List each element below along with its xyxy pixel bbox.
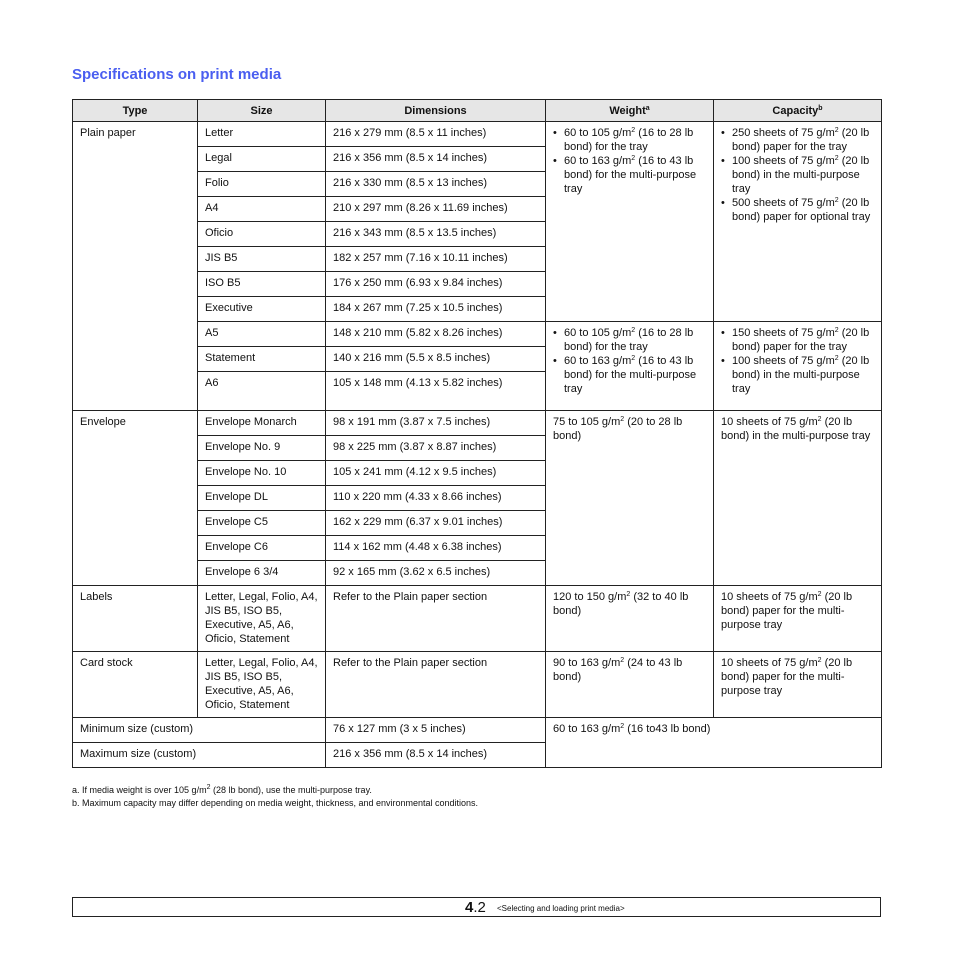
table-row: [73, 122, 882, 147]
list-item: • 60 to 163 $g/m^2$ (16 to 43 lb bond) for the multi-purpose tray: [553, 154, 706, 196]
size-cell: A5: [198, 322, 326, 347]
capacity-cell-cardstock: 10 sheets of 75 $g/m^2$ (20 lb bond) paper for the multi-purpose tray: [714, 652, 882, 718]
type-cell-cardstock: Card stock: [73, 652, 198, 718]
weight-list: [553, 126, 706, 196]
dimensions-cell: 216 x 330 mm (8.5 x 13 inches): [326, 172, 546, 197]
footnote-b: b. Maximum capacity may differ depending on media weight, thickness, and environmental conditions.: [72, 798, 479, 808]
size-cell: Folio: [198, 172, 326, 197]
weight-list: [553, 326, 706, 396]
dimensions-cell: 92 x 165 mm (3.62 x 6.5 inches): [326, 561, 546, 586]
capacity-list: [721, 126, 874, 224]
size-cell: Letter, Legal, Folio, A4, JIS B5, ISO B5, Executive, A5, A6, Oficio, Statement: [198, 652, 326, 718]
dimensions-cell: 105 x 241 mm (4.12 x 9.5 inches): [326, 461, 546, 486]
capacity-list: [721, 326, 874, 396]
dimensions-cell: 105 x 148 mm (4.13 x 5.82 inches): [326, 372, 546, 411]
dimensions-cell: Refer to the Plain paper section: [326, 586, 546, 652]
dimensions-cell: 176 x 250 mm (6.93 x 9.84 inches): [326, 272, 546, 297]
dimensions-cell: 110 x 220 mm (4.33 x 8.66 inches): [326, 486, 546, 511]
dimensions-cell: 114 x 162 mm (4.48 x 6.38 inches): [326, 536, 546, 561]
page-suffix: .2: [473, 899, 486, 916]
dimensions-cell: 184 x 267 mm (7.25 x 10.5 inches): [326, 297, 546, 322]
chapter-number: 4: [465, 899, 474, 916]
size-cell: Envelope No. 9: [198, 436, 326, 461]
list-item: • 100 sheets of 75 $g/m^2$ (20 lb bond) in the multi-purpose tray: [721, 154, 874, 196]
dimensions-cell: 162 x 229 mm (6.37 x 9.01 inches): [326, 511, 546, 536]
type-cell-envelope: Envelope: [73, 411, 198, 586]
custom-weight-cell: 60 to 163 $g/m^2$ (16 to43 lb bond): [546, 718, 882, 768]
list-item: • 60 to 163 $g/m^2$ (16 to 43 lb bond) for the multi-purpose tray: [553, 354, 706, 396]
size-cell: Legal: [198, 147, 326, 172]
dimensions-cell: 216 x 279 mm (8.5 x 11 inches): [326, 122, 546, 147]
header-capacity-label: Capacity: [772, 104, 819, 117]
capacity-cell-plain-2: [714, 322, 882, 411]
size-cell: Envelope DL: [198, 486, 326, 511]
type-cell-plain: Plain paper: [73, 122, 198, 411]
list-item: • 60 to 105 $g/m^2$ (16 to 28 lb bond) for the tray: [553, 126, 706, 154]
dimensions-cell: 216 x 343 mm (8.5 x 13.5 inches): [326, 222, 546, 247]
size-cell: Letter, Legal, Folio, A4, JIS B5, ISO B5, Executive, A5, A6, Oficio, Statement: [198, 586, 326, 652]
media-spec-table: [72, 99, 882, 768]
list-item: • 250 sheets of 75 $g/m^2$ (20 lb bond) paper for the tray: [721, 126, 874, 154]
dimensions-cell: 210 x 297 mm (8.26 x 11.69 inches): [326, 197, 546, 222]
header-type: Type: [73, 100, 198, 122]
dimensions-cell: 98 x 191 mm (3.87 x 7.5 inches): [326, 411, 546, 436]
chapter-title: <Selecting and loading print media>: [497, 904, 625, 913]
size-cell: Statement: [198, 347, 326, 372]
header-weight-label: Weight: [609, 104, 646, 117]
list-item: • 500 sheets of 75 $g/m^2$ (20 lb bond) paper for optional tray: [721, 196, 874, 224]
footnotes: [72, 784, 478, 810]
list-item: • 150 sheets of 75 $g/m^2$ (20 lb bond) paper for the tray: [721, 326, 874, 354]
size-cell: Envelope 6 3/4: [198, 561, 326, 586]
capacity-cell-labels: 10 sheets of 75 $g/m^2$ (20 lb bond) paper for the multi-purpose tray: [714, 586, 882, 652]
capacity-cell-envelope: 10 sheets of 75 $g/m^2$ (20 lb bond) in the multi-purpose tray: [714, 411, 882, 586]
weight-cell-plain-2: [546, 322, 714, 411]
header-size: Size: [198, 100, 326, 122]
page-number: [465, 899, 486, 916]
minimum-size-dimensions: 76 x 127 mm (3 x 5 inches): [326, 718, 546, 743]
size-cell: JIS B5: [198, 247, 326, 272]
size-cell: Envelope C5: [198, 511, 326, 536]
list-item: • 100 sheets of 75 $g/m^2$ (20 lb bond) in the multi-purpose tray: [721, 354, 874, 396]
dimensions-cell: 140 x 216 mm (5.5 x 8.5 inches): [326, 347, 546, 372]
size-cell: Envelope Monarch: [198, 411, 326, 436]
dimensions-cell: 182 x 257 mm (7.16 x 10.11 inches): [326, 247, 546, 272]
weight-cell-plain-1: [546, 122, 714, 322]
footnote-a: a. If media weight is over 105 $g/m^2$ (28 lb bond), use the multi-purpose tray.: [72, 784, 372, 795]
size-cell: Envelope No. 10: [198, 461, 326, 486]
size-cell: Oficio: [198, 222, 326, 247]
list-item: • 60 to 105 $g/m^2$ (16 to 28 lb bond) for the tray: [553, 326, 706, 354]
weight-cell-cardstock: 90 to 163 $g/m^2$ (24 to 43 lb bond): [546, 652, 714, 718]
dimensions-cell: 98 x 225 mm (3.87 x 8.87 inches): [326, 436, 546, 461]
table-row: [73, 718, 882, 743]
footnote-marker-a: a: [645, 104, 650, 112]
page-footer: [72, 897, 881, 917]
size-cell: Envelope C6: [198, 536, 326, 561]
header-dimensions: Dimensions: [326, 100, 546, 122]
maximum-size-dimensions: 216 x 356 mm (8.5 x 14 inches): [326, 743, 546, 768]
table-header-row: [73, 100, 882, 122]
maximum-size-label: Maximum size (custom): [73, 743, 326, 768]
dimensions-cell: Refer to the Plain paper section: [326, 652, 546, 718]
size-cell: ISO B5: [198, 272, 326, 297]
size-cell: A6: [198, 372, 326, 411]
header-weight: [546, 100, 714, 122]
dimensions-cell: 148 x 210 mm (5.82 x 8.26 inches): [326, 322, 546, 347]
capacity-cell-plain-1: [714, 122, 882, 322]
size-cell: Executive: [198, 297, 326, 322]
size-cell: Letter: [198, 122, 326, 147]
size-cell: A4: [198, 197, 326, 222]
table-row: [73, 586, 882, 652]
page-title: Specifications on print media: [72, 66, 282, 83]
type-cell-labels: Labels: [73, 586, 198, 652]
dimensions-cell: 216 x 356 mm (8.5 x 14 inches): [326, 147, 546, 172]
weight-cell-envelope: 75 to 105 $g/m^2$ (20 to 28 lb bond): [546, 411, 714, 586]
minimum-size-label: Minimum size (custom): [73, 718, 326, 743]
footnote-marker-b: b: [818, 104, 823, 112]
table-row: [73, 652, 882, 718]
weight-cell-labels: 120 to 150 $g/m^2$ (32 to 40 lb bond): [546, 586, 714, 652]
table-row: [73, 411, 882, 436]
header-capacity: [714, 100, 882, 122]
